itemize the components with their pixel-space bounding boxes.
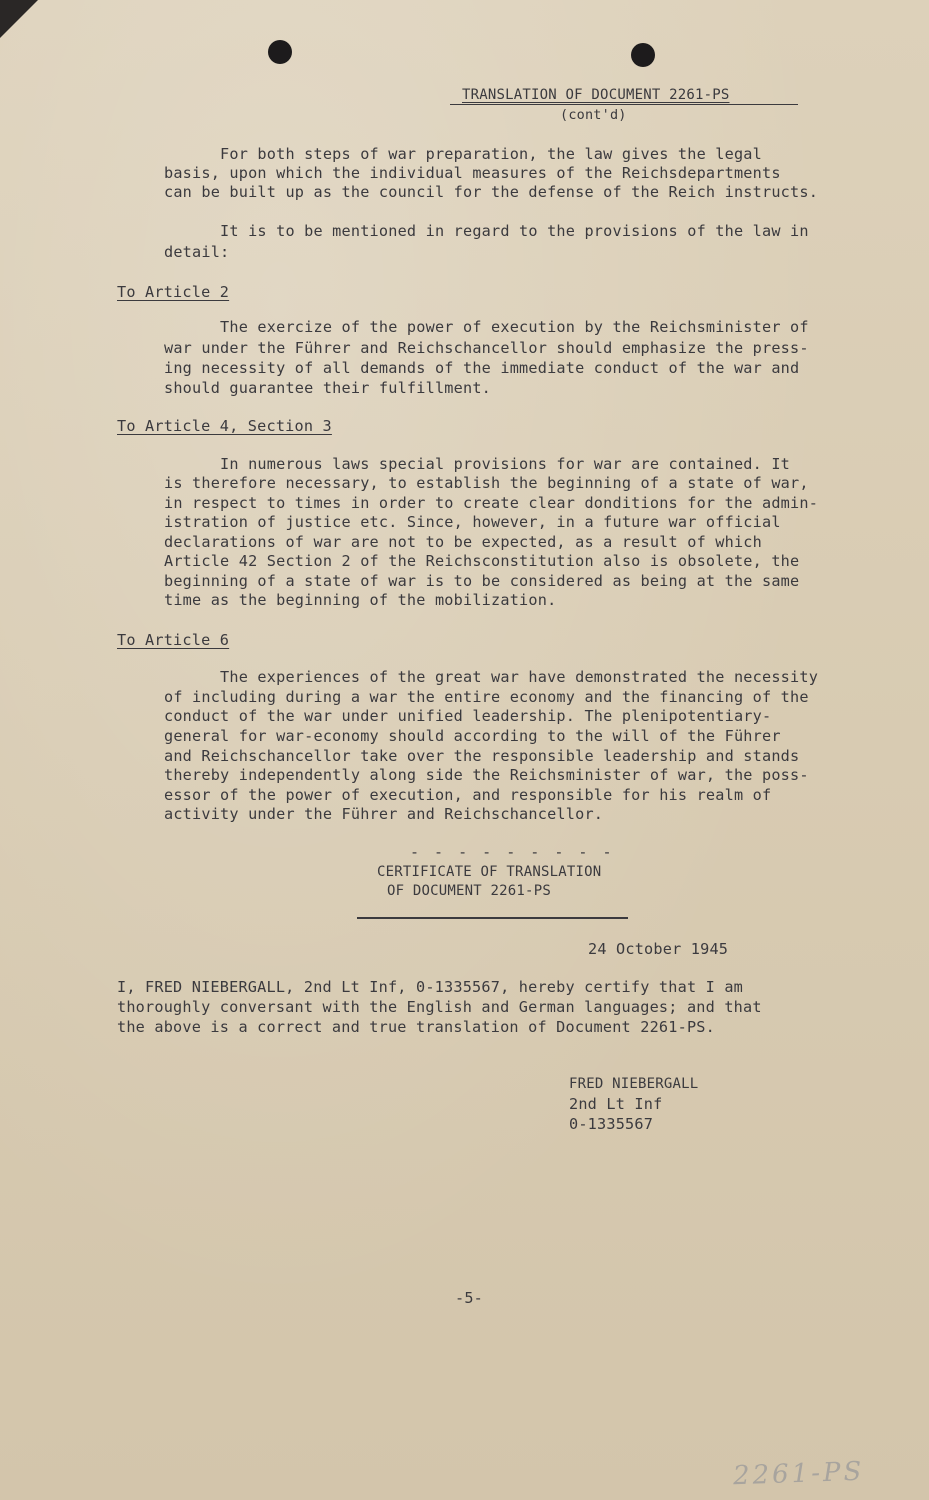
continued-label: (cont'd) — [560, 107, 627, 123]
certificate-separator: - - - - - - - - - — [410, 843, 615, 861]
document-title: TRANSLATION OF DOCUMENT 2261-PS — [462, 87, 730, 103]
punch-hole-left — [268, 40, 292, 64]
paragraph-intro-line-3: can be built up as the council for the defense of the Reich instructs. — [164, 183, 819, 201]
certificate-statement-line-1: I, FRED NIEBERGALL, 2nd Lt Inf, 0-1335567, hereby certify that I am — [117, 978, 744, 996]
article-4-line-8: time as the beginning of the mobilization. — [164, 591, 557, 609]
paragraph-detail-line-2: detail: — [164, 243, 230, 261]
article-6-line-4: general for war-economy should according to the will of the Führer — [164, 727, 781, 745]
title-rule — [450, 104, 798, 105]
signature-rank: 2nd Lt Inf — [569, 1095, 663, 1113]
signature-serial: 0-1335567 — [569, 1115, 654, 1133]
punch-hole-right — [631, 43, 655, 67]
article-4-line-2: is therefore necessary, to establish the beginning of a state of war, — [164, 474, 809, 492]
certificate-date: 24 October 1945 — [588, 940, 729, 958]
paragraph-intro-line-1: For both steps of war preparation, the law gives the legal — [164, 145, 762, 163]
article-2-line-4: should guarantee their fulfillment. — [164, 379, 492, 397]
article-4-line-3: in respect to times in order to create clear donditions for the admin- — [164, 494, 819, 512]
heading-article-6: To Article 6 — [117, 631, 230, 649]
certificate-title-line-1: CERTIFICATE OF TRANSLATION — [377, 864, 602, 880]
article-6-line-1: The experiences of the great war have demonstrated the necessity — [164, 668, 819, 686]
article-6-line-8: activity under the Führer and Reichschancellor. — [164, 805, 604, 823]
article-6-line-7: essor of the power of execution, and responsible for his realm of — [164, 786, 772, 804]
article-2-line-2: war under the Führer and Reichschancellor should emphasize the press- — [164, 339, 809, 357]
article-4-line-5: declarations of war are not to be expected, as a result of which — [164, 533, 762, 551]
article-4-line-7: beginning of a state of war is to be considered as being at the same — [164, 572, 800, 590]
paragraph-detail-line-1: It is to be mentioned in regard to the provisions of the law in — [164, 222, 809, 240]
certificate-statement-line-3: the above is a correct and true translation of Document 2261-PS. — [117, 1018, 715, 1036]
article-4-line-1: In numerous laws special provisions for war are contained. It — [164, 455, 791, 473]
certificate-title-line-2: OF DOCUMENT 2261-PS — [387, 883, 551, 899]
certificate-statement-line-2: thoroughly conversant with the English and German languages; and that — [117, 998, 762, 1016]
article-6-line-6: thereby independently along side the Reichsminister of war, the poss- — [164, 766, 809, 784]
certificate-rule — [357, 917, 628, 919]
folded-corner — [0, 0, 38, 38]
article-2-line-3: ing necessity of all demands of the immediate conduct of the war and — [164, 359, 800, 377]
article-6-line-5: and Reichschancellor take over the responsible leadership and stands — [164, 747, 800, 765]
pencil-annotation: 2261-PS — [732, 1456, 865, 1492]
article-4-line-4: istration of justice etc. Since, however, in a future war official — [164, 513, 781, 531]
page-number: -5- — [455, 1289, 484, 1307]
article-6-line-2: of including during a war the entire economy and the financing of the — [164, 688, 809, 706]
article-4-line-6: Article 42 Section 2 of the Reichsconstitution also is obsolete, the — [164, 552, 800, 570]
signature-name: FRED NIEBERGALL — [569, 1076, 699, 1092]
article-2-line-1: The exercize of the power of execution by the Reichsminister of — [164, 318, 809, 336]
paragraph-intro-line-2: basis, upon which the individual measures of the Reichsdepartments — [164, 164, 781, 182]
heading-article-4: To Article 4, Section 3 — [117, 417, 332, 435]
heading-article-2: To Article 2 — [117, 283, 230, 301]
article-6-line-3: conduct of the war under unified leadership. The plenipotentiary- — [164, 707, 772, 725]
